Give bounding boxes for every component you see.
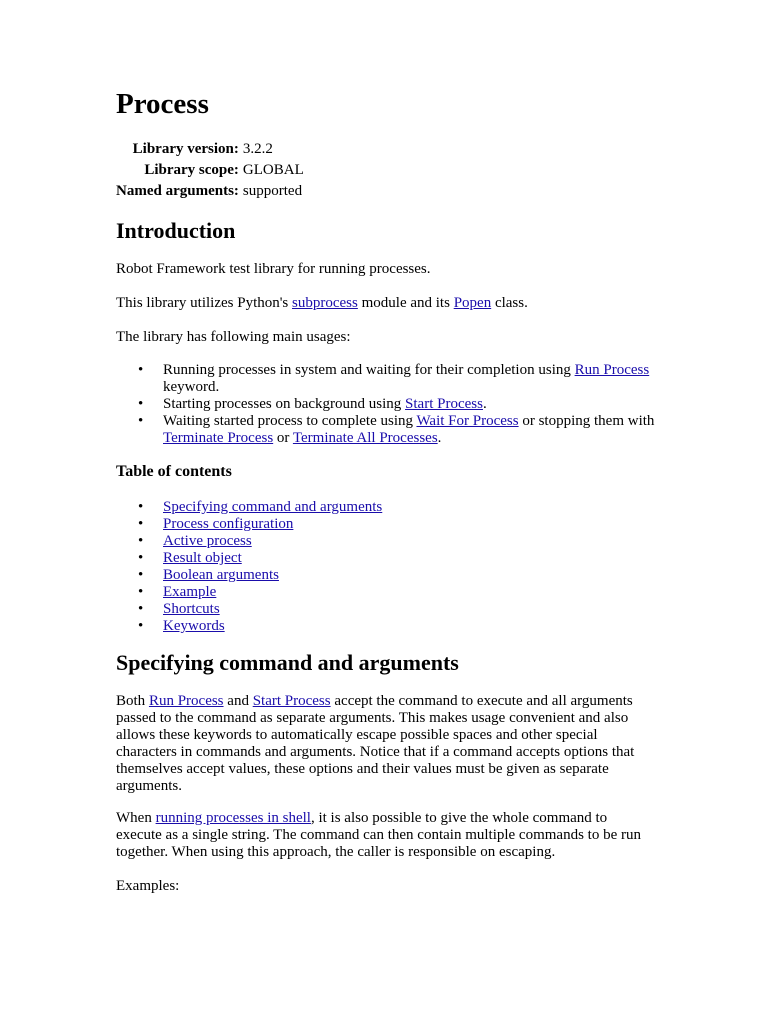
start-process-link[interactable]: Start Process [252,693,331,709]
toc-item [116,601,658,618]
list-item [116,396,658,413]
popen-link[interactable]: Popen [453,295,492,311]
toc-link[interactable]: Boolean arguments [163,567,279,583]
toc-link[interactable]: Specifying command and arguments [163,499,383,515]
text: and [223,693,253,709]
meta-value: supported [242,183,303,199]
toc-item [116,516,658,533]
page-title: Process [116,88,209,120]
text: Both [116,693,149,709]
meta-value: 3.2.2 [242,141,273,157]
toc-link[interactable]: Active process [163,533,252,549]
text: When [116,810,156,826]
toc-link[interactable]: Shortcuts [163,601,220,617]
meta-row-version [116,139,304,160]
bullet: • [138,499,144,515]
toc-link[interactable]: Process configuration [163,516,294,532]
section-heading-specifying: Specifying command and arguments [116,650,459,675]
bullet: • [138,601,144,617]
text: class. [491,295,528,311]
usages-list [116,362,658,447]
text: accept the command to execute and all arguments passed to the command as separate arguments. This makes usage convenient and also allows these keywords to automatically escape possible spaces and other special characters in commands and arguments. Notice that if a command accepts options that themselves accept values, these options and their values must be given as separate arguments. [116,693,635,794]
terminate-all-processes-link[interactable]: Terminate All Processes [292,430,438,446]
intro-paragraph [116,295,648,312]
subprocess-link[interactable]: subprocess [292,295,358,311]
specifying-paragraph [116,693,648,795]
bullet: • [138,618,144,634]
bullet: • [138,533,144,549]
bullet: • [138,413,144,429]
start-process-link[interactable]: Start Process [405,396,483,412]
text: keyword. [163,379,220,395]
running-processes-in-shell-link[interactable]: running processes in shell [155,810,311,826]
bullet: • [138,362,144,378]
text: module and its [357,295,454,311]
list-item [116,362,658,396]
intro-paragraph: Robot Framework test library for running processes. [116,261,431,277]
text: . [437,430,442,446]
text: Waiting started process to complete using [163,413,417,429]
toc-item [116,499,658,516]
meta-row-named-arguments [116,181,304,202]
run-process-link[interactable]: Run Process [148,693,224,709]
text: This library utilizes Python's [116,295,293,311]
text: or stopping them with [518,413,655,429]
toc-item [116,584,658,601]
bullet: • [138,584,144,600]
meta-label: Named arguments: [116,183,239,199]
toc-link[interactable]: Result object [163,550,242,566]
section-heading-introduction: Introduction [116,218,236,243]
toc-item [116,618,658,635]
text: Running processes in system and waiting for their completion using [163,362,575,378]
meta-label: Library version: [132,141,239,157]
bullet: • [138,567,144,583]
library-meta-table [116,139,304,202]
toc-item [116,533,658,550]
list-item [116,413,658,447]
bullet: • [138,516,144,532]
run-process-link[interactable]: Run Process [574,362,650,378]
wait-for-process-link[interactable]: Wait For Process [416,413,519,429]
toc-item [116,550,658,567]
toc-item [116,567,658,584]
text: or [273,430,293,446]
specifying-paragraph: Examples: [116,878,180,894]
toc-link[interactable]: Keywords [163,618,225,634]
bullet: • [138,396,144,412]
toc-link[interactable]: Example [163,584,217,600]
toc-heading: Table of contents [116,463,232,480]
bullet: • [138,550,144,566]
terminate-process-link[interactable]: Terminate Process [163,430,274,446]
meta-label: Library scope: [144,162,239,178]
meta-row-scope [116,160,304,181]
text: Starting processes on background using [163,396,406,412]
text: . [482,396,487,412]
toc-list [116,499,658,635]
meta-value: GLOBAL [242,162,304,178]
specifying-paragraph [116,810,648,861]
text: , it is also possible to give the whole command to execute as a single string. The command can then contain multiple commands to be run together. When using this approach, the caller is responsible on escaping. [116,810,641,860]
intro-paragraph: The library has following main usages: [116,329,351,345]
